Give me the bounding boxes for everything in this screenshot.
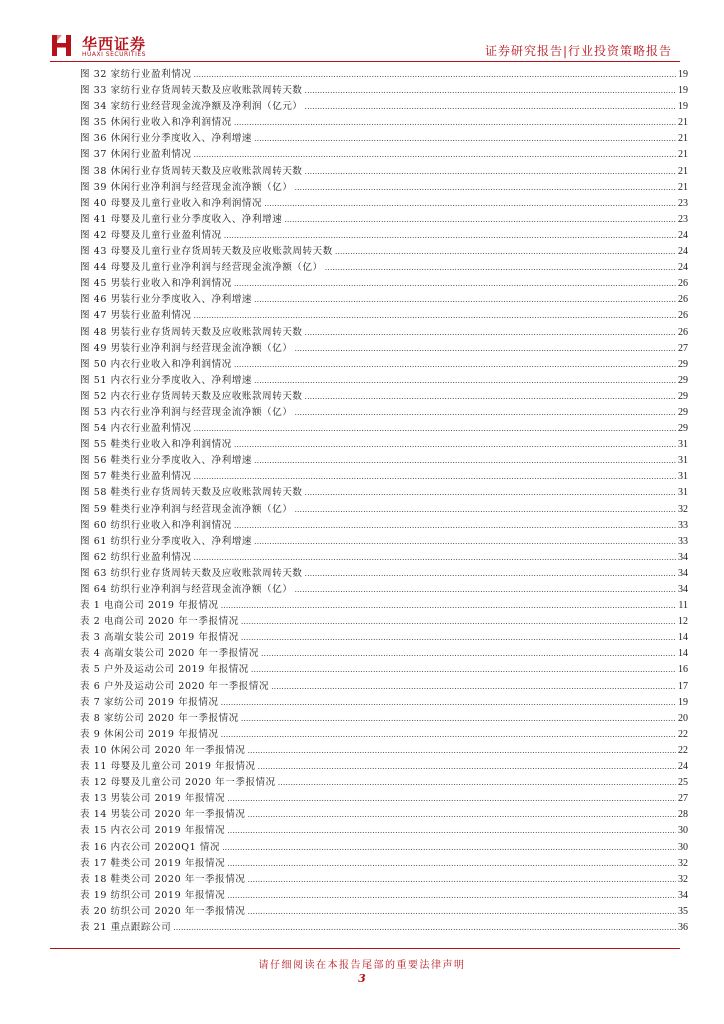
toc-leader-dots — [234, 279, 676, 288]
toc-entry-page: 32 — [678, 857, 688, 869]
toc-entry-page: 31 — [678, 455, 688, 467]
toc-entry-page: 21 — [678, 149, 688, 161]
toc-entry[interactable] — [80, 404, 688, 420]
toc-entry[interactable] — [80, 501, 688, 517]
toc-entry-title: 表 16 内衣公司 2020Q1 情况 — [80, 841, 221, 853]
toc-entry-page: 14 — [678, 648, 688, 660]
brand-name-english: HUAXI SECURITIES — [82, 51, 146, 58]
toc-entry-title: 表 8 家纺公司 2020 年一季报情况 — [80, 712, 239, 724]
toc-entry[interactable] — [80, 436, 688, 452]
toc-entry-title: 图 36 休闲行业分季度收入、净利增速 — [80, 133, 253, 145]
toc-entry[interactable] — [80, 340, 688, 356]
header-divider — [50, 61, 680, 62]
toc-entry-title: 表 10 休闲公司 2020 年一季报情况 — [80, 744, 246, 756]
toc-leader-dots — [193, 553, 676, 562]
toc-leader-dots — [173, 923, 676, 932]
toc-leader-dots — [294, 408, 676, 417]
toc-leader-dots — [305, 86, 676, 95]
toc-entry-title: 图 42 母婴及儿童行业盈利情况 — [80, 229, 222, 241]
toc-entry-page: 28 — [678, 809, 688, 821]
toc-entry[interactable] — [80, 517, 688, 533]
toc-entry-page: 31 — [678, 471, 688, 483]
toc-entry-title: 图 48 男装行业存货周转天数及应收账款周转天数 — [80, 326, 303, 338]
toc-entry-page: 34 — [678, 584, 688, 595]
toc-entry-page: 21 — [678, 165, 688, 177]
toc-entry[interactable] — [80, 243, 688, 259]
toc-entry-page: 27 — [678, 342, 688, 354]
toc-leader-dots — [227, 826, 676, 835]
toc-leader-dots — [234, 360, 676, 369]
toc-entry-title: 图 39 休闲行业净利润与经营现金流净额（亿） — [80, 181, 293, 193]
toc-entry-title: 图 43 母婴及儿童行业存货周转天数及应收账款周转天数 — [80, 246, 333, 258]
toc-entry[interactable] — [80, 82, 688, 98]
toc-entry[interactable] — [80, 806, 688, 822]
toc-entry[interactable] — [80, 613, 688, 629]
toc-entry-page: 21 — [678, 117, 688, 129]
toc-entry-title: 表 6 户外及运动公司 2020 年一季报情况 — [80, 680, 270, 692]
toc-entry[interactable] — [80, 195, 688, 211]
toc-leader-dots — [254, 456, 676, 465]
toc-entry[interactable] — [80, 839, 688, 855]
toc-entry-page: 34 — [678, 889, 688, 901]
toc-entry-page: 32 — [678, 503, 688, 515]
toc-entry[interactable] — [80, 678, 688, 694]
toc-leader-dots — [294, 344, 676, 353]
toc-entry[interactable] — [80, 887, 688, 903]
toc-entry-title: 图 33 家纺行业存货周转天数及应收账款周转天数 — [80, 85, 303, 97]
toc-entry[interactable] — [80, 163, 688, 179]
toc-entry-page: 17 — [678, 680, 688, 692]
toc-leader-dots — [294, 585, 676, 594]
toc-entry-page: 19 — [678, 85, 688, 97]
toc-leader-dots — [234, 440, 676, 449]
toc-entry[interactable] — [80, 629, 688, 645]
toc-leader-dots — [258, 762, 676, 771]
toc-entry[interactable] — [80, 597, 688, 613]
toc-entry-title: 图 57 鞋类行业盈利情况 — [80, 471, 192, 483]
toc-leader-dots — [278, 778, 676, 787]
toc-entry-page: 25 — [678, 777, 688, 789]
toc-entry-page: 33 — [678, 519, 688, 531]
toc-entry-title: 表 7 家纺公司 2019 年报情况 — [80, 696, 219, 708]
toc-leader-dots — [241, 617, 676, 626]
toc-entry-page: 27 — [678, 793, 688, 805]
toc-entry-page: 26 — [678, 278, 688, 290]
toc-entry-page: 26 — [678, 310, 688, 322]
toc-entry-page: 12 — [678, 616, 688, 628]
toc-entry[interactable] — [80, 372, 688, 388]
toc-entry-title: 图 59 鞋类行业净利润与经营现金流净额（亿） — [80, 503, 293, 515]
toc-leader-dots — [193, 311, 676, 320]
toc-leader-dots — [294, 183, 676, 192]
toc-entry-page: 21 — [678, 181, 688, 193]
toc-entry-title: 图 62 纺织行业盈利情况 — [80, 551, 192, 563]
toc-leader-dots — [193, 150, 676, 159]
toc-entry[interactable] — [80, 790, 688, 806]
toc-entry-page: 31 — [678, 487, 688, 499]
toc-entry[interactable] — [80, 855, 688, 871]
toc-entry-title: 表 20 纺织公司 2020 年一季报情况 — [80, 905, 246, 917]
toc-leader-dots — [193, 472, 676, 481]
toc-entry-title: 图 32 家纺行业盈利情况 — [80, 69, 192, 80]
toc-entry-page: 31 — [678, 439, 688, 451]
toc-leader-dots — [227, 891, 676, 900]
toc-entry-page: 36 — [678, 921, 688, 933]
toc-entry-title: 图 55 鞋类行业收入和净利润情况 — [80, 439, 232, 451]
toc-entry-title: 表 2 电商公司 2020 年一季报情况 — [80, 616, 239, 628]
toc-entry-title: 图 46 男装行业分季度收入、净利增速 — [80, 294, 253, 306]
toc-entry-page: 11 — [678, 600, 688, 612]
toc-leader-dots — [221, 601, 677, 610]
toc-entry-title: 图 56 鞋类行业分季度收入、净利增速 — [80, 455, 253, 467]
toc-leader-dots — [325, 263, 676, 272]
toc-entry[interactable] — [80, 388, 688, 404]
toc-entry-title: 图 64 纺织行业净利润与经营现金流净额（亿） — [80, 584, 293, 595]
toc-leader-dots — [254, 537, 676, 546]
toc-entry[interactable] — [80, 291, 688, 307]
toc-leader-dots — [221, 730, 676, 739]
toc-entry-title: 图 49 男装行业净利润与经营现金流净额（亿） — [80, 342, 293, 354]
toc-leader-dots — [305, 102, 676, 111]
toc-leader-dots — [227, 794, 676, 803]
toc-entry-page: 21 — [678, 133, 688, 145]
toc-entry-page: 26 — [678, 326, 688, 338]
toc-entry-page: 24 — [678, 246, 688, 258]
toc-entry-title: 图 44 母婴及儿童行业净利润与经营现金流净额（亿） — [80, 262, 323, 274]
toc-entry-title: 图 38 休闲行业存货周转天数及应收账款周转天数 — [80, 165, 303, 177]
toc-leader-dots — [247, 810, 676, 819]
toc-leader-dots — [254, 376, 676, 385]
toc-entry[interactable] — [80, 742, 688, 758]
toc-entry-page: 30 — [678, 825, 688, 837]
toc-entry[interactable] — [80, 726, 688, 742]
toc-entry[interactable] — [80, 356, 688, 372]
toc-leader-dots — [241, 633, 676, 642]
toc-entry[interactable] — [80, 130, 688, 146]
toc-entry-title: 表 5 户外及运动公司 2019 年报情况 — [80, 664, 249, 676]
toc-entry-page: 19 — [678, 696, 688, 708]
report-type: 证券研究报告|行业投资策略报告 — [484, 44, 672, 58]
toc-entry-title: 表 11 母婴及儿童公司 2019 年报情况 — [80, 761, 256, 773]
toc-entry[interactable] — [80, 259, 688, 275]
toc-entry-page: 32 — [678, 873, 688, 885]
toc-entry-title: 表 12 母婴及儿童公司 2020 年一季报情况 — [80, 777, 276, 789]
toc-entry-page: 24 — [678, 262, 688, 274]
toc-entry[interactable] — [80, 903, 688, 919]
toc-leader-dots — [264, 199, 676, 208]
toc-leader-dots — [247, 746, 676, 755]
toc-leader-dots — [247, 875, 676, 884]
toc-leader-dots — [254, 134, 676, 143]
toc-entry-page: 24 — [678, 761, 688, 773]
table-of-contents — [80, 66, 688, 935]
toc-entry-title: 图 41 母婴及儿童行业分季度收入、净利增速 — [80, 213, 283, 225]
toc-leader-dots — [305, 569, 676, 578]
toc-entry-page: 29 — [678, 358, 688, 370]
toc-leader-dots — [335, 247, 676, 256]
toc-leader-dots — [254, 295, 676, 304]
toc-entry[interactable] — [80, 758, 688, 774]
toc-entry-title: 图 52 内衣行业存货周转天数及应收账款周转天数 — [80, 390, 303, 402]
toc-entry-page: 34 — [678, 567, 688, 579]
toc-leader-dots — [193, 424, 676, 433]
toc-entry-title: 图 51 内衣行业分季度收入、净利增速 — [80, 374, 253, 386]
toc-leader-dots — [222, 843, 676, 852]
toc-entry-title: 表 13 男装公司 2019 年报情况 — [80, 793, 226, 805]
toc-entry-title: 表 1 电商公司 2019 年报情况 — [80, 600, 219, 612]
toc-entry-title: 表 19 纺织公司 2019 年报情况 — [80, 889, 226, 901]
toc-entry-page: 22 — [678, 728, 688, 740]
toc-leader-dots — [261, 649, 676, 658]
brand-name: 华西证券 — [82, 35, 147, 53]
toc-leader-dots — [251, 665, 676, 674]
toc-leader-dots — [234, 118, 676, 127]
toc-entry[interactable] — [80, 549, 688, 565]
toc-entry-title: 表 3 高端女装公司 2019 年报情况 — [80, 632, 239, 644]
toc-entry[interactable] — [80, 98, 688, 114]
toc-entry-title: 图 60 纺织行业收入和净利润情况 — [80, 519, 232, 531]
toc-entry-title: 图 35 休闲行业收入和净利润情况 — [80, 117, 232, 129]
toc-leader-dots — [305, 167, 676, 176]
toc-entry-page: 29 — [678, 374, 688, 386]
toc-entry-page: 29 — [678, 390, 688, 402]
toc-entry-page: 19 — [678, 69, 688, 80]
toc-entry-page: 35 — [678, 905, 688, 917]
toc-entry[interactable] — [80, 307, 688, 323]
toc-entry-title: 表 9 休闲公司 2019 年报情况 — [80, 728, 219, 740]
toc-leader-dots — [227, 859, 676, 868]
toc-entry[interactable] — [80, 227, 688, 243]
toc-leader-dots — [305, 328, 676, 337]
toc-entry[interactable] — [80, 468, 688, 484]
toc-entry-title: 图 53 内衣行业净利润与经营现金流净额（亿） — [80, 406, 293, 418]
toc-entry-title: 图 34 家纺行业经营现金流净额及净利润（亿元） — [80, 101, 303, 113]
toc-entry[interactable] — [80, 275, 688, 291]
toc-leader-dots — [271, 682, 676, 691]
toc-entry[interactable] — [80, 66, 688, 82]
toc-entry[interactable] — [80, 484, 688, 500]
toc-entry-title: 图 40 母婴及儿童行业收入和净利润情况 — [80, 197, 263, 209]
toc-entry[interactable] — [80, 146, 688, 162]
toc-entry-title: 表 15 内衣公司 2019 年报情况 — [80, 825, 226, 837]
toc-entry-page: 33 — [678, 535, 688, 547]
toc-entry[interactable] — [80, 774, 688, 790]
toc-entry-title: 表 18 鞋类公司 2020 年一季报情况 — [80, 873, 246, 885]
toc-entry[interactable] — [80, 565, 688, 581]
legal-disclaimer: 请仔细阅读在本报告尾部的重要法律声明 — [258, 960, 466, 971]
toc-entry-title: 表 17 鞋类公司 2019 年报情况 — [80, 857, 226, 869]
toc-entry[interactable] — [80, 324, 688, 340]
toc-entry[interactable] — [80, 694, 688, 710]
toc-entry-title: 表 4 高端女装公司 2020 年一季报情况 — [80, 648, 260, 660]
toc-entry[interactable] — [80, 114, 688, 130]
toc-entry[interactable] — [80, 452, 688, 468]
toc-entry-page: 19 — [678, 101, 688, 113]
footer-divider — [50, 948, 680, 949]
toc-entry-page: 30 — [678, 841, 688, 853]
toc-entry[interactable] — [80, 179, 688, 195]
toc-entry[interactable] — [80, 871, 688, 887]
toc-entry-page: 20 — [678, 712, 688, 724]
toc-entry[interactable] — [80, 822, 688, 838]
huaxi-logo-icon — [50, 32, 76, 58]
toc-entry-title: 图 54 内衣行业盈利情况 — [80, 423, 192, 435]
toc-entry[interactable] — [80, 420, 688, 436]
page-number: 3 — [358, 972, 366, 985]
toc-entry-page: 14 — [678, 632, 688, 644]
toc-entry-title: 图 61 纺织行业分季度收入、净利增速 — [80, 535, 253, 547]
toc-entry-page: 22 — [678, 744, 688, 756]
toc-leader-dots — [247, 907, 676, 916]
toc-leader-dots — [305, 488, 676, 497]
toc-entry-title: 图 58 鞋类行业存货周转天数及应收账款周转天数 — [80, 487, 303, 499]
toc-entry-title: 图 50 内衣行业收入和净利润情况 — [80, 358, 232, 370]
toc-entry-page: 34 — [678, 551, 688, 563]
toc-entry[interactable] — [80, 661, 688, 677]
toc-leader-dots — [221, 698, 676, 707]
toc-entry[interactable] — [80, 919, 688, 935]
toc-leader-dots — [193, 70, 676, 79]
toc-entry-title: 表 14 男装公司 2020 年一季报情况 — [80, 809, 246, 821]
toc-entry-page: 23 — [678, 197, 688, 209]
toc-entry-title: 图 47 男装行业盈利情况 — [80, 310, 192, 322]
toc-entry-title: 图 45 男装行业收入和净利润情况 — [80, 278, 232, 290]
toc-entry-page: 29 — [678, 406, 688, 418]
toc-entry[interactable] — [80, 211, 688, 227]
toc-leader-dots — [241, 714, 676, 723]
toc-leader-dots — [294, 505, 676, 514]
toc-entry[interactable] — [80, 581, 688, 597]
toc-entry-page: 16 — [678, 664, 688, 676]
toc-entry[interactable] — [80, 645, 688, 661]
toc-leader-dots — [305, 392, 676, 401]
toc-entry-page: 26 — [678, 294, 688, 306]
toc-leader-dots — [284, 215, 676, 224]
toc-entry-page: 24 — [678, 229, 688, 241]
toc-entry[interactable] — [80, 533, 688, 549]
toc-entry[interactable] — [80, 710, 688, 726]
toc-entry-page: 29 — [678, 423, 688, 435]
page-header — [0, 0, 724, 64]
toc-leader-dots — [224, 231, 676, 240]
toc-entry-title: 图 63 纺织行业存货周转天数及应收账款周转天数 — [80, 567, 303, 579]
toc-entry-title: 图 37 休闲行业盈利情况 — [80, 149, 192, 161]
toc-entry-title: 表 21 重点跟踪公司 — [80, 921, 172, 933]
toc-entry-page: 23 — [678, 213, 688, 225]
toc-leader-dots — [234, 521, 676, 530]
